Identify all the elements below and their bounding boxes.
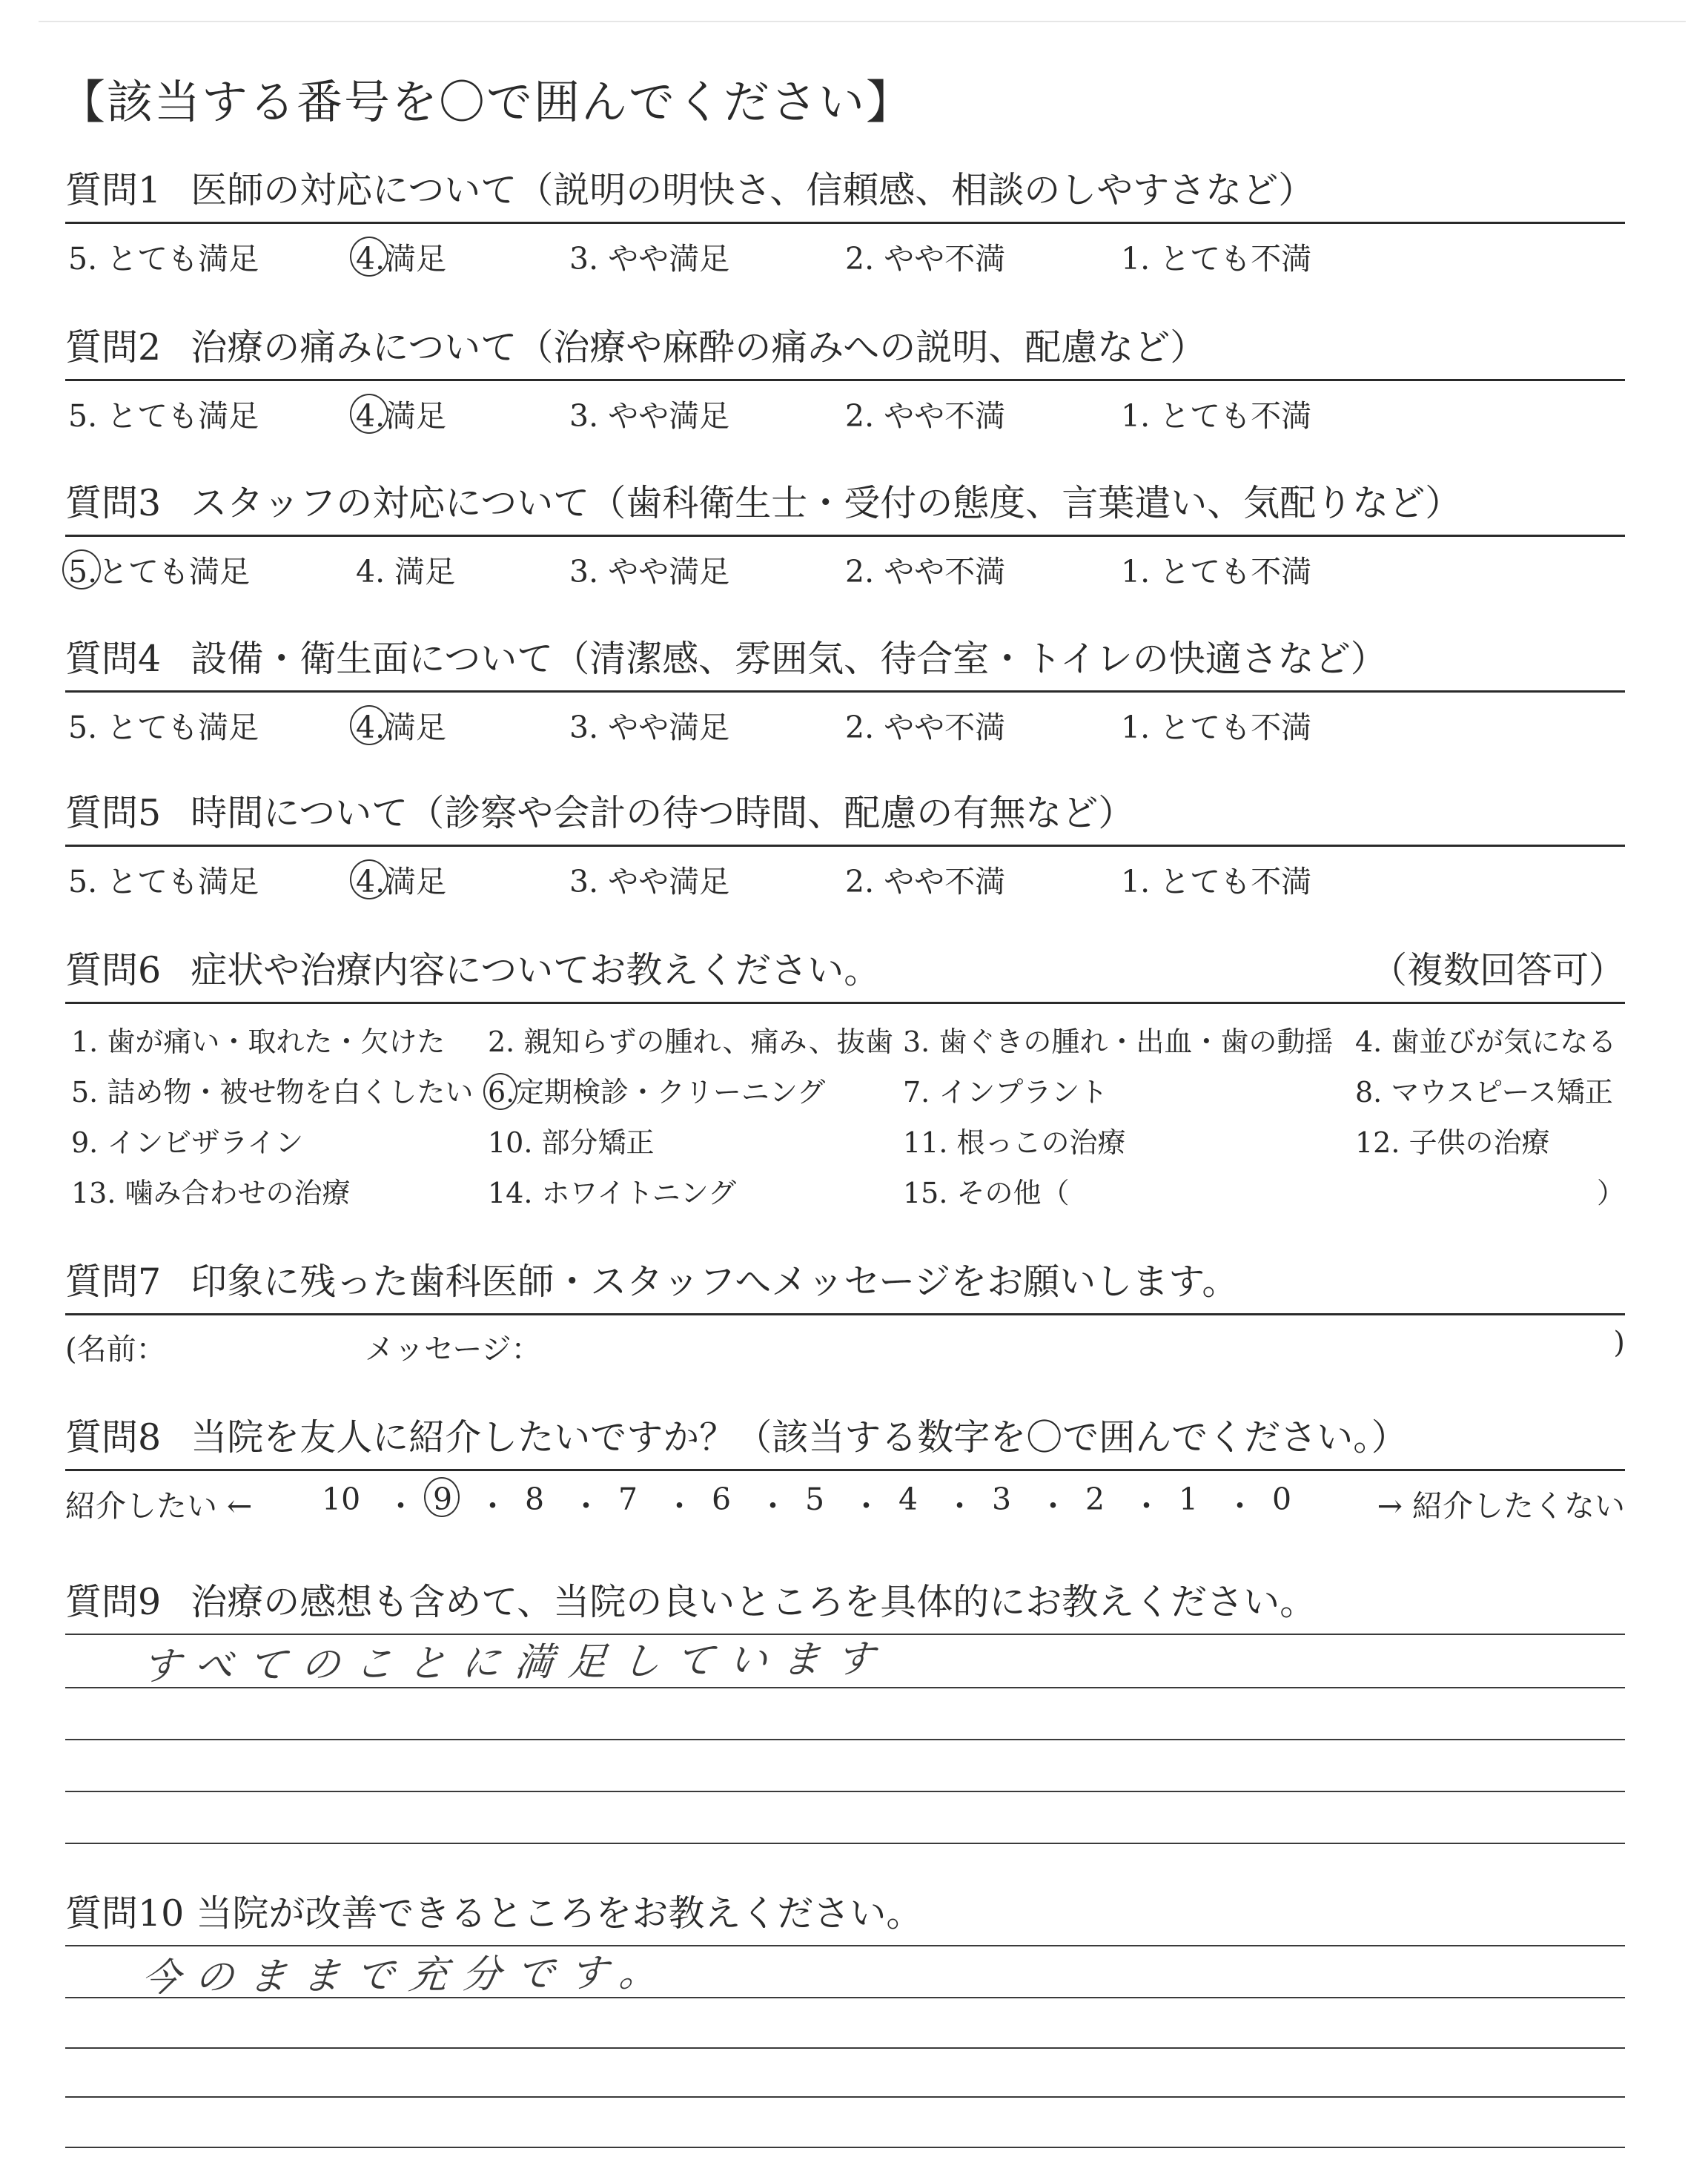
symptom-option[interactable]: 1. 歯が痛い・取れた・欠けた <box>71 1025 446 1058</box>
question-8 <box>65 1416 1625 1524</box>
form-instruction-header: 【該当する番号を〇で囲んでください】 <box>59 75 914 129</box>
scale-dot: ・ <box>477 1488 508 1524</box>
symptom-option-other[interactable]: 15. その他（ <box>903 1177 1070 1209</box>
rating-options <box>65 392 1625 434</box>
option-4-selected[interactable]: 4.満足 <box>356 392 446 435</box>
question-1 <box>65 169 1625 277</box>
score-4[interactable]: 4 <box>898 1482 918 1517</box>
symptom-option[interactable]: 8. マウスピース矯正 <box>1355 1076 1613 1109</box>
rating-options <box>65 703 1625 745</box>
option-3[interactable]: 3. やや満足 <box>569 398 730 434</box>
option-1[interactable]: 1. とても不満 <box>1121 398 1312 434</box>
handwritten-answer: すべてのことに満足しています <box>139 1636 891 1689</box>
selection-circle <box>350 859 388 899</box>
question-text: 治療の痛みについて（治療や麻酔の痛みへの説明、配慮など） <box>191 326 1207 369</box>
option-4-selected[interactable]: 4.満足 <box>356 857 446 901</box>
question-5-title <box>65 792 1625 834</box>
symptom-option-selected[interactable]: 6.定期検診・クリーニング <box>488 1069 825 1110</box>
question-6 <box>65 949 1625 1221</box>
question-number: 質問4 <box>65 638 162 680</box>
writing-line <box>65 2147 1625 2148</box>
name-field-label[interactable]: (名前： <box>65 1332 166 1367</box>
recommend-yes-label: 紹介したい ← <box>65 1488 253 1524</box>
option-5-selected[interactable]: 5.とても満足 <box>68 547 250 591</box>
selection-circle <box>483 1073 517 1110</box>
option-4[interactable]: 4. 満足 <box>356 554 456 589</box>
question-text: 症状や治療内容についてお教えください。 <box>191 949 881 991</box>
divider <box>65 379 1625 381</box>
symptom-option[interactable]: 12. 子供の治療 <box>1355 1126 1550 1159</box>
scale-dot: ・ <box>1038 1488 1068 1524</box>
option-2[interactable]: 2. やや不満 <box>845 864 1006 899</box>
option-4-selected[interactable]: 4.満足 <box>356 234 446 278</box>
question-number: 質問9 <box>65 1581 162 1623</box>
question-10 <box>65 1892 1625 2001</box>
question-number: 質問6 <box>65 949 162 991</box>
divider <box>65 1313 1625 1315</box>
option-2[interactable]: 2. やや不満 <box>845 710 1006 745</box>
score-10[interactable]: 10 <box>322 1482 361 1517</box>
score-0[interactable]: 0 <box>1272 1482 1292 1517</box>
question-7-title <box>65 1261 1625 1303</box>
scale-dot: ・ <box>851 1488 881 1524</box>
writing-line <box>65 2047 1625 2049</box>
question-number: 質問1 <box>65 169 162 211</box>
writing-line <box>65 1791 1625 1792</box>
score-1[interactable]: 1 <box>1179 1482 1199 1517</box>
option-4-selected[interactable]: 4.満足 <box>356 703 446 747</box>
question-number: 質問7 <box>65 1261 162 1303</box>
option-1[interactable]: 1. とても不満 <box>1121 864 1312 899</box>
score-8[interactable]: 8 <box>525 1482 545 1517</box>
other-close-paren: ） <box>1596 1177 1625 1209</box>
page-top-edge <box>39 21 1686 22</box>
message-field-label[interactable]: メッセージ： <box>365 1332 541 1367</box>
question-3 <box>65 482 1625 589</box>
divider <box>65 1469 1625 1471</box>
option-3[interactable]: 3. やや満足 <box>569 554 730 589</box>
question-text: 印象に残った歯科医師・スタッフへメッセージをお願いします。 <box>191 1261 1239 1303</box>
divider <box>65 222 1625 224</box>
question-number: 質問10 <box>65 1892 185 1935</box>
scale-dot: ・ <box>1131 1488 1162 1524</box>
selection-circle <box>350 394 388 434</box>
writing-line <box>65 1843 1625 1844</box>
score-3[interactable]: 3 <box>992 1482 1012 1517</box>
symptom-option[interactable]: 11. 根っこの治療 <box>903 1126 1126 1159</box>
question-number: 質問5 <box>65 792 162 834</box>
question-text: 医師の対応について（説明の明快さ、信頼感、相談のしやすさなど） <box>191 169 1315 211</box>
scale-dot: ・ <box>944 1488 975 1524</box>
option-1[interactable]: 1. とても不満 <box>1121 241 1312 277</box>
question-text: 当院を友人に紹介したいですか？（該当する数字を〇で囲んでください。） <box>191 1416 1408 1459</box>
question-text: 当院が改善できるところをお教えください。 <box>196 1892 923 1935</box>
symptom-option[interactable]: 14. ホワイトニング <box>488 1177 737 1209</box>
score-6[interactable]: 6 <box>712 1482 732 1517</box>
divider <box>65 845 1625 847</box>
score-2[interactable]: 2 <box>1085 1482 1105 1517</box>
question-number: 質問8 <box>65 1416 162 1459</box>
symptom-option[interactable]: 7. インプラント <box>903 1076 1108 1109</box>
question-9-title <box>65 1581 1625 1623</box>
option-3[interactable]: 3. やや満足 <box>569 241 730 277</box>
question-5 <box>65 792 1625 899</box>
scale-dot: ・ <box>1225 1488 1255 1524</box>
question-text: 時間について（診察や会計の待つ時間、配慮の有無など） <box>191 792 1135 834</box>
option-3[interactable]: 3. やや満足 <box>569 864 730 899</box>
option-2[interactable]: 2. やや不満 <box>845 241 1006 277</box>
question-8-title <box>65 1416 1625 1459</box>
multiple-answers-note: （複数回答可） <box>1370 949 1625 991</box>
option-5[interactable]: 5. とても満足 <box>68 241 259 277</box>
writing-line <box>65 1739 1625 1740</box>
symptom-option[interactable]: 4. 歯並びが気になる <box>1355 1025 1617 1058</box>
handwritten-answer: 今のままで充分です。 <box>139 1950 675 2001</box>
option-5[interactable]: 5. とても満足 <box>68 398 259 434</box>
question-number: 質問3 <box>65 482 162 524</box>
writing-line <box>65 2096 1625 2098</box>
symptom-option[interactable]: 5. 詰め物・被せ物を白くしたい <box>71 1076 474 1109</box>
option-2[interactable]: 2. やや不満 <box>845 554 1006 589</box>
score-7[interactable]: 7 <box>618 1482 638 1517</box>
question-7 <box>65 1261 1625 1367</box>
question-2 <box>65 326 1625 434</box>
question-text: 治療の感想も含めて、当院の良いところを具体的にお教えください。 <box>191 1581 1317 1623</box>
recommend-no-label: → 紹介したくない <box>1377 1488 1625 1524</box>
question-6-title <box>65 949 1625 991</box>
rating-options <box>65 547 1625 589</box>
score-5[interactable]: 5 <box>805 1482 825 1517</box>
symptom-option[interactable]: 10. 部分矯正 <box>488 1126 655 1159</box>
question-10-title <box>65 1892 1625 1935</box>
symptom-option[interactable]: 3. 歯ぐきの腫れ・出血・歯の動揺 <box>903 1025 1334 1058</box>
rating-options <box>65 234 1625 277</box>
scale-dot: ・ <box>664 1488 695 1524</box>
option-1[interactable]: 1. とても不満 <box>1121 710 1312 745</box>
symptom-option[interactable]: 9. インビザライン <box>71 1126 304 1159</box>
question-9 <box>65 1581 1625 1689</box>
score-9-selected[interactable]: 9 <box>433 1482 452 1517</box>
divider <box>65 690 1625 693</box>
question-2-title <box>65 326 1625 369</box>
rating-options <box>65 857 1625 899</box>
question-text: 設備・衛生面について（清潔感、雰囲気、待合室・トイレの快適さなど） <box>191 638 1387 680</box>
question-text: スタッフの対応について（歯科衛生士・受付の態度、言葉遣い、気配りなど） <box>191 482 1462 524</box>
selection-circle <box>350 705 388 745</box>
divider <box>65 535 1625 537</box>
question-4-title <box>65 638 1625 680</box>
message-close-paren: ) <box>1613 1326 1625 1360</box>
option-3[interactable]: 3. やや満足 <box>569 710 730 745</box>
recommend-scale <box>65 1482 1625 1523</box>
option-2[interactable]: 2. やや不満 <box>845 398 1006 434</box>
question-1-title <box>65 169 1625 211</box>
selection-circle <box>62 549 101 589</box>
selection-circle <box>424 1477 460 1517</box>
question-3-title <box>65 482 1625 524</box>
option-5[interactable]: 5. とても満足 <box>68 864 259 899</box>
scale-dot: ・ <box>758 1488 788 1524</box>
option-5[interactable]: 5. とても満足 <box>68 710 259 745</box>
question-number: 質問2 <box>65 326 162 369</box>
scale-dot: ・ <box>571 1488 601 1524</box>
message-fields <box>65 1326 1625 1367</box>
question-4 <box>65 638 1625 745</box>
symptom-options <box>65 1013 1625 1221</box>
symptom-option[interactable]: 13. 噛み合わせの治療 <box>71 1177 351 1209</box>
symptom-option[interactable]: 2. 親知らずの腫れ、痛み、抜歯 <box>488 1025 893 1058</box>
selection-circle <box>350 237 388 277</box>
scale-dot: ・ <box>385 1488 416 1524</box>
divider <box>65 1002 1625 1004</box>
option-1[interactable]: 1. とても不満 <box>1121 554 1312 589</box>
